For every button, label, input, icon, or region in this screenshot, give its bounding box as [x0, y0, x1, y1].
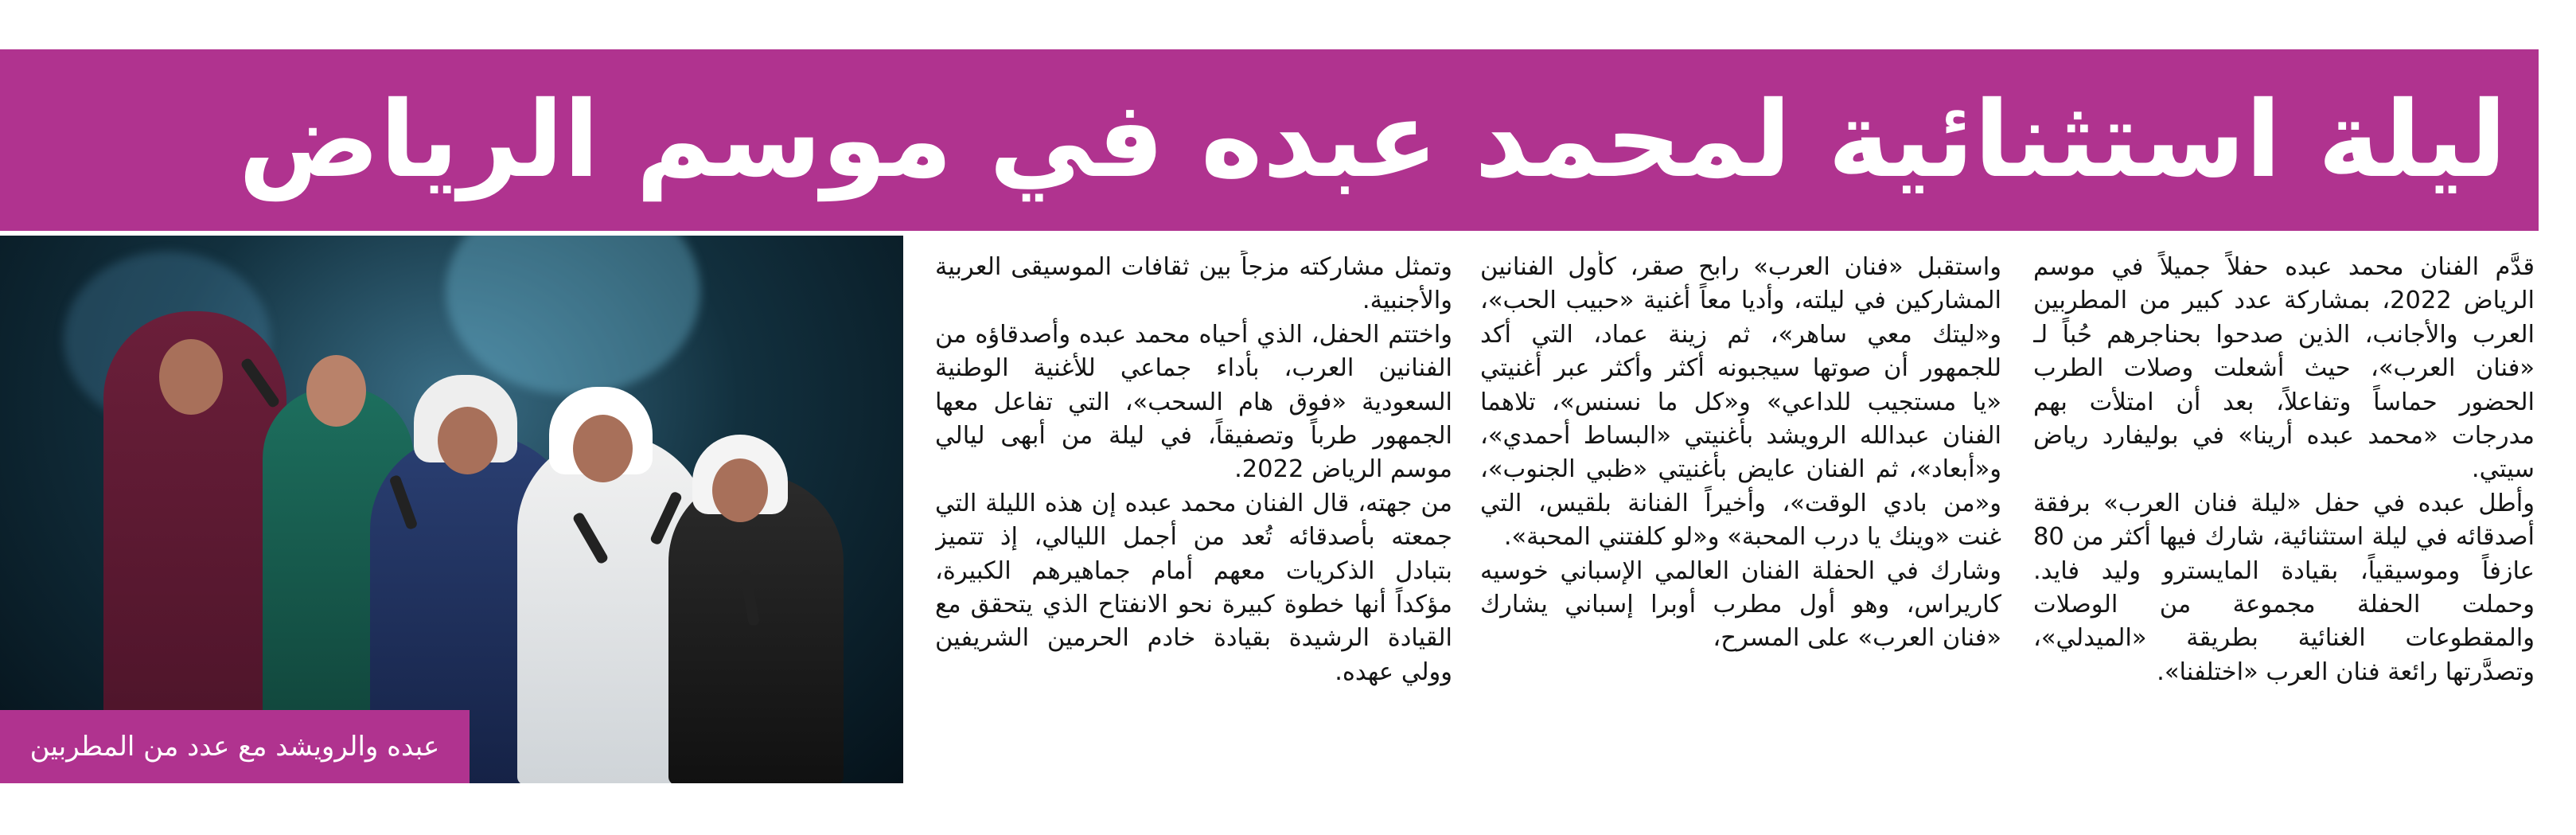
article-paragraph: واستقبل «فنان العرب» رابح صقر، كأول الفنانين المشاركين في ليلته، وأديا معاً أغنية «حبيب الحب»، و«ليتك معي ساهر»، ثم زينة عماد، التي أكد للجمهور أن صوتها سيجبونه أكثر وأكثر عبر أغنيتي «يا مستجيب للداعي» و«كل ما نسنس»، تلاهما الفنان عبدالله الرويشد بأغنيتي «البساط أحمدي»، و«أبعاد»، ثم الفنان عايض بأغنيتي «ظبي الجنوب»، و«من بادي الوقت»، وأخيراً الفنانة بلقيس، التي غنت «وينك يا درب المحبة» و«لو كلفتني المحبة».: [1480, 253, 2001, 552]
article-paragraph: واختتم الحفل، الذي أحياه محمد عبده وأصدقاؤه من الفنانين العرب، بأداء جماعي للأغنية الوطنية السعودية «فوق هام السحب»، التي تفاعل معها الجمهور طرباً وتصفيقاً، في ليلة من أبهى ليالي موسم الرياض 2022.: [935, 320, 1452, 484]
photo-caption: عبده والرويشد مع عدد من المطربين: [29, 731, 440, 763]
article-column-3: [935, 251, 1452, 792]
singer-head: [712, 458, 768, 522]
singer-head: [306, 355, 366, 427]
stage-light: [446, 236, 700, 395]
photo-caption-box: [0, 710, 470, 783]
headline-band: [0, 49, 2539, 231]
article-column-2: [1480, 251, 2001, 792]
article-column-1: [2033, 251, 2535, 792]
article-paragraph: وتمثل مشاركته مزجاً بين ثقافات الموسيقى العربية والأجنبية.: [935, 253, 1452, 315]
article-paragraph: من جهته، قال الفنان محمد عبده إن هذه الليلة التي جمعته بأصدقائه تُعد من أجمل الليالي، إذ تتميز بتبادل الذكريات معهم أمام جماهيرهم الكبيرة، مؤكداً أنها خطوة كبيرة نحو الانفتاح الذي يتحقق مع القيادة الرشيدة بقيادة خادم الحرمين الشريفين وولي عهده.: [935, 489, 1452, 686]
singer-head: [159, 339, 223, 415]
article-paragraph: وشارك في الحفلة الفنان العالمي الإسباني خوسيه كاريراس، وهو أول مطرب أوبرا إسباني يشارك «فنان العرب» على المسرح،: [1480, 556, 2001, 653]
singer-head: [573, 415, 633, 482]
singer-figure: [668, 474, 844, 783]
concert-photo: [0, 236, 903, 783]
article-paragraph: قدَّم الفنان محمد عبده حفلاً جميلاً في موسم الرياض 2022، بمشاركة عدد كبير من المطربين العرب والأجانب، الذين صدحوا بحناجرهم حُباً لـ «فنان العرب»، حيث أشعلت وصلات الطرب الحضور حماساً وتفاعلاً، بعد أن امتلأت بهم مدرجات «محمد عبده أرينا» في بوليفارد رياض سيتي.: [2033, 253, 2535, 484]
headline: ليلة استثنائية لمحمد عبده في موسم الرياض: [238, 79, 2507, 201]
article-paragraph: وأطل عبده في حفل «ليلة فنان العرب» برفقة أصدقائه في ليلة استثنائية، شارك فيها أكثر من 80 عازفاً وموسيقياً، بقيادة المايسترو وليد فايد. وحملت الحفلة مجموعة من الوصلات والمقطوعات الغنائية بطريقة «الميدلي»، وتصدَّرتها رائعة فنان العرب «اختلفنا».: [2033, 489, 2535, 686]
singer-head: [438, 407, 497, 474]
